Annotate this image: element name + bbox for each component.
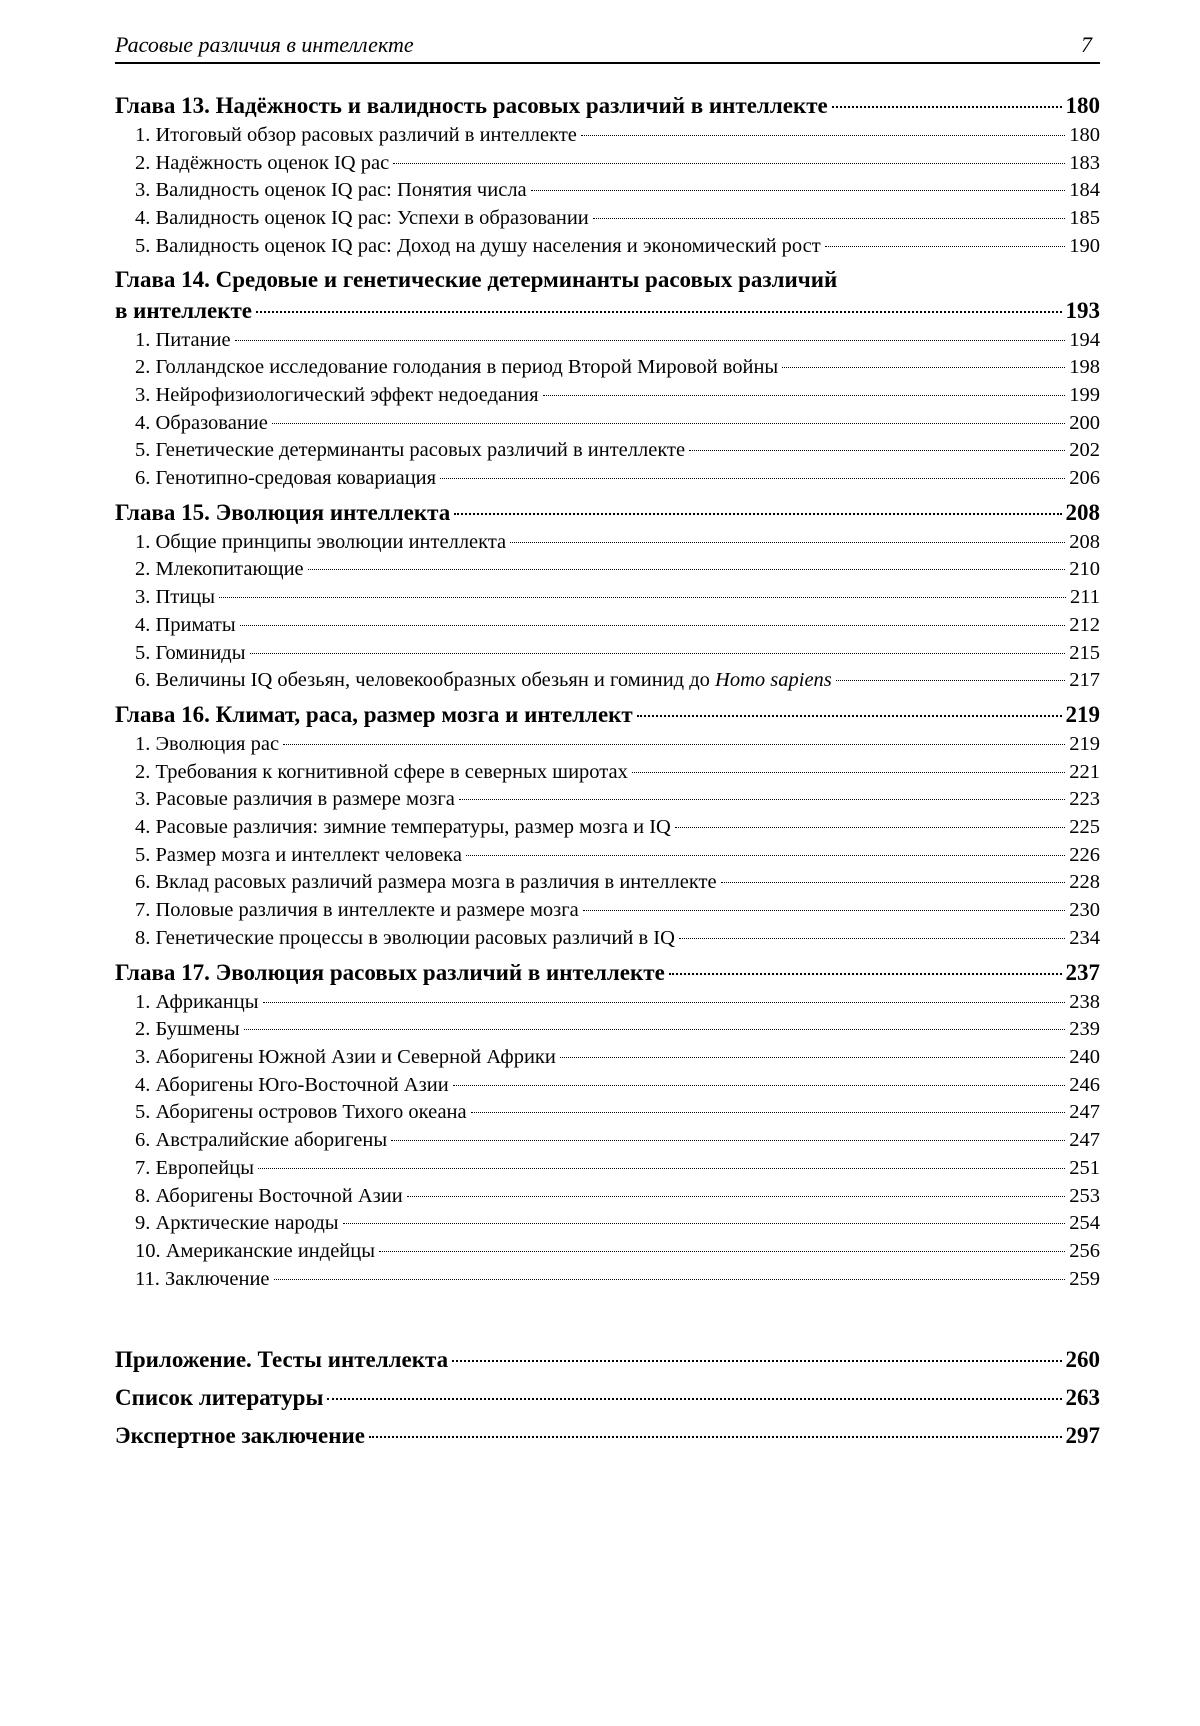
section-entry <box>115 177 1100 205</box>
section-entry <box>115 612 1100 640</box>
section-title: 2. Млекопитающие <box>135 558 304 581</box>
leader-dots <box>258 1168 1065 1169</box>
leader-dots <box>669 973 1062 975</box>
section-entry <box>115 1016 1100 1044</box>
chapter-13 <box>115 90 1100 261</box>
section-entry <box>115 989 1100 1017</box>
section-page: 259 <box>1069 1267 1100 1290</box>
expert-opinion-page: 297 <box>1065 1423 1100 1449</box>
section-page: 238 <box>1069 990 1100 1013</box>
section-page: 198 <box>1069 356 1100 379</box>
chapter-heading <box>115 90 1100 122</box>
section-entry <box>115 150 1100 178</box>
appendix-entry <box>115 1341 1100 1379</box>
section-title: 9. Арктические народы <box>135 1212 339 1235</box>
leader-dots <box>593 218 1065 219</box>
leader-dots <box>263 1002 1066 1003</box>
section-entry <box>115 584 1100 612</box>
leader-dots <box>679 938 1065 939</box>
page-number: 7 <box>1081 32 1092 57</box>
section-title: 5. Генетические детерминанты расовых различий в интеллекте <box>135 439 686 462</box>
section-page: 219 <box>1069 732 1100 755</box>
leader-dots <box>283 744 1065 745</box>
chapter-title-line-2: в интеллекте <box>115 297 252 323</box>
running-header <box>115 30 1100 64</box>
leader-dots <box>466 855 1065 856</box>
chapter-15 <box>115 497 1100 695</box>
section-entry <box>115 1183 1100 1211</box>
section-title-italic: Homo sapiens <box>715 669 832 692</box>
section-title: 4. Аборигены Юго-Восточной Азии <box>135 1073 449 1096</box>
section-entry <box>115 437 1100 465</box>
section-title: 1. Африканцы <box>135 990 259 1013</box>
section-page: 226 <box>1069 843 1100 866</box>
section-page: 183 <box>1069 151 1100 174</box>
running-title: Расовые различия в интеллекте <box>115 32 414 57</box>
leader-dots <box>407 1196 1066 1197</box>
section-title-main: 6. Величины IQ обезьян, человекообразных обезьян и гоминид до <box>135 669 716 692</box>
section-title: 1. Итоговый обзор расовых различий в интеллекте <box>135 124 577 146</box>
section-entry <box>115 354 1100 382</box>
leader-dots <box>327 1398 1061 1400</box>
chapter-heading <box>115 497 1100 529</box>
section-entry <box>115 667 1100 695</box>
section-page: 206 <box>1069 467 1100 490</box>
leader-dots <box>272 423 1065 424</box>
leader-dots <box>391 1140 1065 1141</box>
section-entry <box>115 1127 1100 1155</box>
chapter-16 <box>115 699 1100 953</box>
leader-dots <box>581 135 1065 136</box>
chapter-heading <box>115 957 1100 989</box>
leader-dots <box>452 1360 1061 1362</box>
section-entry <box>115 897 1100 925</box>
section-title: 7. Европейцы <box>135 1156 254 1179</box>
section-page: 215 <box>1069 641 1100 664</box>
leader-dots <box>235 340 1066 341</box>
section-page: 247 <box>1069 1101 1100 1124</box>
section-title: 7. Половые различия в интеллекте и размере мозга <box>135 899 579 922</box>
section-title: 4. Расовые различия: зимние температуры, размер мозга и IQ <box>135 816 671 839</box>
leader-dots <box>543 395 1066 396</box>
section-title: 5. Валидность оценок IQ рас: Доход на душу населения и экономический рост <box>135 234 821 257</box>
section-title: 6. Вклад расовых различий размера мозга в различия в интеллекте <box>135 871 717 894</box>
leader-dots <box>689 450 1065 451</box>
leader-dots <box>836 680 1065 681</box>
section-title: 5. Размер мозга и интеллект человека <box>135 843 462 866</box>
section-page: 184 <box>1069 179 1100 202</box>
chapter-title-line-1: Глава 14. Средовые и генетические детерминанты расовых различий <box>115 266 838 292</box>
section-title: 6. Австралийские аборигены <box>135 1129 388 1152</box>
section-title: 8. Аборигены Восточной Азии <box>135 1184 403 1207</box>
section-title: 5. Гоминиды <box>135 641 246 664</box>
leader-dots <box>274 1279 1066 1280</box>
section-page: 256 <box>1069 1239 1100 1262</box>
section-page: 253 <box>1069 1184 1100 1207</box>
leader-dots <box>825 246 1066 247</box>
bibliography-page: 263 <box>1065 1385 1100 1411</box>
section-entry <box>115 382 1100 410</box>
section-page: 211 <box>1070 586 1100 609</box>
section-title: 8. Генетические процессы в эволюции расовых различий в IQ <box>135 926 675 949</box>
section-page: 194 <box>1069 328 1100 351</box>
section-entry <box>115 786 1100 814</box>
section-entry <box>115 1155 1100 1183</box>
section-page: 225 <box>1069 816 1100 839</box>
section-title: 4. Образование <box>135 411 268 434</box>
chapter-page: 193 <box>1065 297 1100 323</box>
section-title: 3. Валидность оценок IQ рас: Понятия числа <box>135 179 527 202</box>
leader-dots <box>721 882 1066 883</box>
section-title: 3. Расовые различия в размере мозга <box>135 788 455 811</box>
section-title: 3. Аборигены Южной Азии и Северной Африки <box>135 1045 556 1068</box>
section-title: 4. Приматы <box>135 613 236 636</box>
leader-dots <box>219 597 1066 598</box>
chapter-title: Глава 17. Эволюция расовых различий в интеллекте <box>115 959 665 985</box>
section-title: 10. Американские индейцы <box>135 1239 376 1262</box>
section-page: 246 <box>1069 1073 1100 1096</box>
chapter-title: Глава 15. Эволюция интеллекта <box>115 499 451 525</box>
leader-dots <box>832 106 1062 108</box>
book-page <box>115 30 1100 1455</box>
section-title: 6. Генотипно-средовая ковариация <box>135 467 437 490</box>
back-matter <box>115 1341 1100 1455</box>
section-entry <box>115 842 1100 870</box>
leader-dots <box>440 478 1065 479</box>
section-page: 180 <box>1069 124 1100 146</box>
expert-opinion-title: Экспертное заключение <box>115 1423 365 1449</box>
section-page: 208 <box>1069 530 1100 553</box>
section-title: 1. Питание <box>135 328 231 351</box>
leader-dots <box>675 827 1065 828</box>
section-entry <box>115 1044 1100 1072</box>
chapter-title: Глава 16. Климат, раса, размер мозга и интеллект <box>115 701 633 727</box>
section-entry <box>115 122 1100 150</box>
section-entry <box>115 410 1100 438</box>
leader-dots <box>782 367 1065 368</box>
section-title: 2. Требования к когнитивной сфере в северных широтах <box>135 760 628 783</box>
appendix-page: 260 <box>1065 1347 1100 1373</box>
leader-dots <box>560 1057 1065 1058</box>
section-page: 221 <box>1069 760 1100 783</box>
leader-dots <box>240 625 1066 626</box>
section-entry <box>115 869 1100 897</box>
chapter-page: 208 <box>1065 499 1100 525</box>
section-page: 247 <box>1069 1129 1100 1152</box>
bibliography-entry <box>115 1379 1100 1417</box>
section-title: 1. Общие принципы эволюции интеллекта <box>135 530 507 553</box>
leader-dots <box>510 542 1065 543</box>
table-of-contents <box>115 90 1100 1455</box>
section-page: 251 <box>1069 1156 1100 1179</box>
section-entry <box>115 205 1100 233</box>
leader-dots <box>453 1085 1066 1086</box>
section-page: 254 <box>1069 1212 1100 1235</box>
chapter-title: Глава 13. Надёжность и валидность расовых различий в интеллекте <box>115 93 828 118</box>
section-page: 228 <box>1069 871 1100 894</box>
section-entry <box>115 759 1100 787</box>
chapter-page: 219 <box>1065 701 1100 727</box>
leader-dots <box>343 1223 1066 1224</box>
leader-dots <box>637 715 1062 717</box>
section-entry <box>115 640 1100 668</box>
section-page: 234 <box>1069 926 1100 949</box>
bibliography-title: Список литературы <box>115 1385 324 1411</box>
chapter-17 <box>115 957 1100 1294</box>
leader-dots <box>471 1112 1066 1113</box>
section-title: 2. Надёжность оценок IQ рас <box>135 151 390 174</box>
section-title: 2. Бушмены <box>135 1018 240 1041</box>
leader-dots <box>308 569 1066 570</box>
leader-dots <box>256 311 1062 313</box>
section-entry <box>115 814 1100 842</box>
section-entry <box>115 1099 1100 1127</box>
leader-dots <box>454 513 1061 515</box>
leader-dots <box>583 910 1065 911</box>
section-page: 210 <box>1069 558 1100 581</box>
chapter-heading <box>115 699 1100 731</box>
section-page: 230 <box>1069 899 1100 922</box>
section-entry <box>115 925 1100 953</box>
leader-dots <box>459 799 1065 800</box>
section-page: 239 <box>1069 1018 1100 1041</box>
section-page: 212 <box>1069 613 1100 636</box>
section-entry <box>115 1238 1100 1266</box>
leader-dots <box>531 190 1066 191</box>
section-title: 4. Валидность оценок IQ рас: Успехи в образовании <box>135 207 589 230</box>
section-page: 200 <box>1069 411 1100 434</box>
section-page: 217 <box>1069 669 1100 692</box>
chapter-heading <box>115 295 1100 327</box>
section-page: 199 <box>1069 383 1100 406</box>
section-entry <box>115 731 1100 759</box>
section-entry <box>115 529 1100 557</box>
appendix-title: Приложение. Тесты интеллекта <box>115 1347 449 1373</box>
section-title: 1. Эволюция рас <box>135 732 280 755</box>
section-title: 5. Аборигены островов Тихого океана <box>135 1101 467 1124</box>
chapter-page: 180 <box>1065 93 1100 118</box>
section-entry <box>115 233 1100 261</box>
section-title: 3. Нейрофизиологический эффект недоедания <box>135 383 539 406</box>
leader-dots <box>632 772 1065 773</box>
leader-dots <box>369 1436 1062 1438</box>
leader-dots <box>244 1029 1066 1030</box>
section-entry <box>115 327 1100 355</box>
section-entry <box>115 465 1100 493</box>
leader-dots <box>393 163 1065 164</box>
section-page: 223 <box>1069 788 1100 811</box>
section-page: 240 <box>1069 1045 1100 1068</box>
section-title: 3. Птицы <box>135 586 215 609</box>
chapter-page: 237 <box>1065 959 1100 985</box>
expert-opinion-entry <box>115 1417 1100 1455</box>
section-page: 190 <box>1069 234 1100 257</box>
section-title: 2. Голландское исследование голодания в период Второй Мировой войны <box>135 356 779 379</box>
chapter-14 <box>115 265 1100 493</box>
section-entry <box>115 1266 1100 1294</box>
leader-dots <box>379 1251 1065 1252</box>
section-entry <box>115 556 1100 584</box>
section-title <box>135 667 832 695</box>
section-title: 11. Заключение <box>135 1267 270 1290</box>
section-page: 202 <box>1069 439 1100 462</box>
leader-dots <box>250 653 1066 654</box>
section-entry <box>115 1210 1100 1238</box>
section-entry <box>115 1072 1100 1100</box>
section-page: 185 <box>1069 207 1100 230</box>
